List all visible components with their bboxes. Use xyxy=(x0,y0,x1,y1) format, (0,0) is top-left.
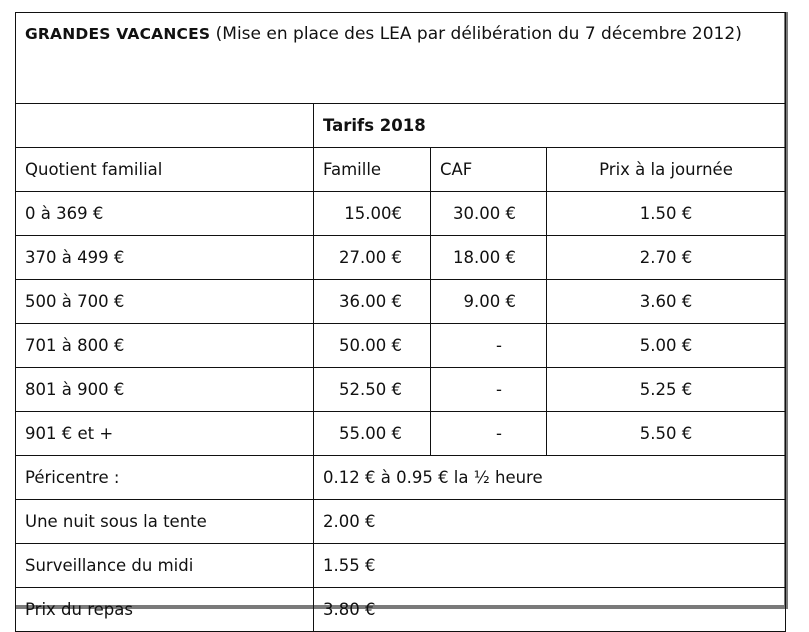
table-row xyxy=(16,280,786,324)
extra-row-surveillance-midi xyxy=(16,544,786,588)
cell-prix: 5.50 € xyxy=(547,412,786,456)
cell-caf: - xyxy=(431,368,547,412)
extra-value: 2.00 € xyxy=(314,500,786,544)
cell-prix: 1.50 € xyxy=(547,192,786,236)
tarifs-table xyxy=(15,12,786,632)
extra-label: Péricentre : xyxy=(16,456,314,500)
cell-qf: 0 à 369 € xyxy=(16,192,314,236)
table-row xyxy=(16,192,786,236)
cell-prix: 5.00 € xyxy=(547,324,786,368)
cell-qf: 701 à 800 € xyxy=(16,324,314,368)
extra-value: 1.55 € xyxy=(314,544,786,588)
title-cell xyxy=(16,13,786,104)
cell-famille: 15.00€ xyxy=(314,192,431,236)
cell-famille: 52.50 € xyxy=(314,368,431,412)
cell-qf: 500 à 700 € xyxy=(16,280,314,324)
cell-qf: 801 à 900 € xyxy=(16,368,314,412)
title-row xyxy=(16,13,786,104)
cell-famille: 50.00 € xyxy=(314,324,431,368)
table-row xyxy=(16,324,786,368)
cell-caf: - xyxy=(431,324,547,368)
cell-famille: 36.00 € xyxy=(314,280,431,324)
table-row xyxy=(16,368,786,412)
title-heading: GRANDES VACANCES xyxy=(25,25,211,43)
header-caf: CAF xyxy=(431,148,547,192)
cell-prix: 2.70 € xyxy=(547,236,786,280)
cell-caf: 9.00 € xyxy=(431,280,547,324)
extra-row-nuit-tente xyxy=(16,500,786,544)
header-quotient: Quotient familial xyxy=(16,148,314,192)
table-row xyxy=(16,412,786,456)
header-famille: Famille xyxy=(314,148,431,192)
tarifs-header-row xyxy=(16,104,786,148)
extra-value: 3.80 € xyxy=(314,588,786,632)
column-header-row xyxy=(16,148,786,192)
cell-famille: 27.00 € xyxy=(314,236,431,280)
cell-qf: 901 € et + xyxy=(16,412,314,456)
cell-caf: 30.00 € xyxy=(431,192,547,236)
tarifs-label: Tarifs 2018 xyxy=(314,104,786,148)
cell-caf: 18.00 € xyxy=(431,236,547,280)
extra-row-pericentre xyxy=(16,456,786,500)
extra-value: 0.12 € à 0.95 € la ½ heure xyxy=(314,456,786,500)
cell-caf: - xyxy=(431,412,547,456)
empty-cell xyxy=(16,104,314,148)
cell-prix: 3.60 € xyxy=(547,280,786,324)
cell-famille: 55.00 € xyxy=(314,412,431,456)
extra-label: Une nuit sous la tente xyxy=(16,500,314,544)
table-row xyxy=(16,236,786,280)
extra-label: Surveillance du midi xyxy=(16,544,314,588)
header-prix: Prix à la journée xyxy=(547,148,786,192)
extra-label: Prix du repas xyxy=(16,588,314,632)
cell-prix: 5.25 € xyxy=(547,368,786,412)
cell-qf: 370 à 499 € xyxy=(16,236,314,280)
title-note: (Mise en place des LEA par délibération du 7 décembre 2012) xyxy=(215,24,742,44)
